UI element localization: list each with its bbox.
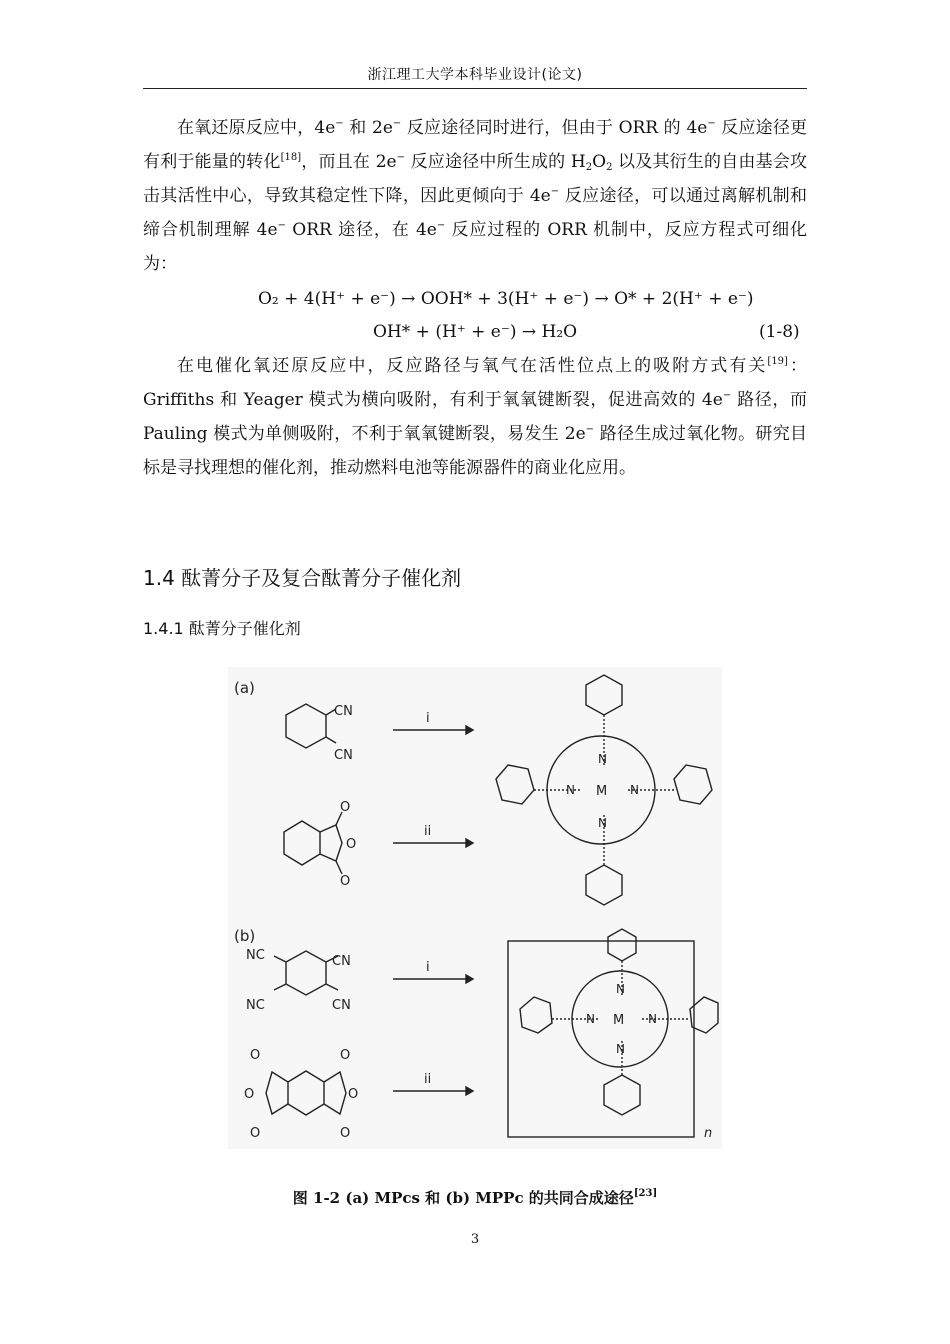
- page-number: 3: [470, 1232, 480, 1247]
- arrow-label-i: i: [426, 711, 430, 726]
- running-header: 浙江理工大学本科毕业设计(论文): [367, 67, 583, 83]
- polymer-n-label: n: [704, 1126, 713, 1141]
- nc-label: NC: [246, 948, 265, 963]
- paragraph-adsorption-modes: 在电催化氧还原反应中，反应路径与氧气在活性位点上的吸附方式有关[19]：Griffiths 和 Yeager 模式为横向吸附，有利于氧氧键断裂，促进高效的 4e− 路径，而 Pauling 模式为单侧吸附，不利于氧氧键断裂，易发生 2e− 路径生成过氧化物。研究目标是寻找理想的催化剂，推动燃料电池等能源器件的商业化应用。: [143, 356, 807, 478]
- synthesis-figure: [228, 667, 722, 1149]
- oxygen-label: O: [340, 1126, 351, 1141]
- metal-center-label: M: [613, 1013, 625, 1028]
- citation-19: [19]: [767, 356, 788, 367]
- arrow-label-i: i: [426, 960, 430, 975]
- cn-label: CN: [332, 998, 351, 1013]
- nitrogen-label: N: [616, 1042, 625, 1056]
- oxygen-label: O: [250, 1126, 261, 1141]
- citation-18: [18]: [280, 152, 302, 163]
- cn-label: CN: [332, 954, 351, 969]
- section-heading: 1.4 酞菁分子及复合酞菁分子催化剂: [143, 566, 462, 590]
- cn-label: CN: [334, 704, 353, 719]
- oxygen-label: O: [250, 1048, 261, 1063]
- paragraph-orr-pathways: 在氧还原反应中，4e− 和 2e− 反应途径同时进行，但由于 ORR 的 4e− 反应途径更有利于能量的转化[18]，而且在 2e− 反应途径中所生成的 $H_2O_2$ 以及其衍生的自由基会攻击其活性中心，导致其稳定性下降，因此更倾向于 4e− 反应途径，可以通过离解机制和缔合机制理解 4e− ORR 途径，在 4e− 反应过程的 ORR 机制中，反应方程式可细化为：: [143, 118, 808, 274]
- panel-label-b: (b): [234, 927, 256, 945]
- arrow-label-ii: ii: [424, 824, 432, 839]
- equation-line-2: OH* + (H⁺ + e⁻) → H₂O: [373, 322, 578, 342]
- oxygen-label: O: [340, 1048, 351, 1063]
- polymer-bracket: [508, 941, 694, 1137]
- oxygen-label: O: [340, 874, 351, 889]
- equation-line-1: O₂ + 4(H⁺ + e⁻) → OOH* + 3(H⁺ + e⁻) → O* + 2(H⁺ + e⁻): [258, 289, 754, 309]
- benzene-ring: [286, 704, 326, 748]
- oxygen-label: O: [244, 1087, 255, 1102]
- nitrogen-label: N: [616, 982, 625, 996]
- nitrogen-label: N: [648, 1012, 657, 1026]
- metal-center-label: M: [596, 784, 608, 799]
- oxygen-label: O: [346, 837, 357, 852]
- nitrogen-label: N: [598, 752, 607, 766]
- benzene-ring: [288, 1071, 324, 1115]
- figure-caption: 图 1-2 (a) MPcs 和 (b) MPPc 的共同合成途径[23]: [292, 1188, 658, 1207]
- benzene-ring: [286, 951, 326, 995]
- nitrogen-label: N: [598, 816, 607, 830]
- panel-label-a: (a): [234, 679, 255, 697]
- header-rule: [143, 88, 807, 89]
- cn-label: CN: [334, 748, 353, 763]
- citation-23: [23]: [633, 1188, 658, 1199]
- oxygen-label: O: [340, 800, 351, 815]
- nitrogen-label: N: [586, 1012, 595, 1026]
- nc-label: NC: [246, 998, 265, 1013]
- figure-svg: [228, 667, 722, 1149]
- nitrogen-label: N: [566, 783, 575, 797]
- arrow-label-ii: ii: [424, 1072, 432, 1087]
- benzene-ring: [284, 821, 320, 865]
- nitrogen-label: N: [630, 783, 639, 797]
- subsection-heading: 1.4.1 酞菁分子催化剂: [143, 619, 301, 638]
- oxygen-label: O: [348, 1087, 359, 1102]
- equation-number: (1-8): [759, 322, 800, 342]
